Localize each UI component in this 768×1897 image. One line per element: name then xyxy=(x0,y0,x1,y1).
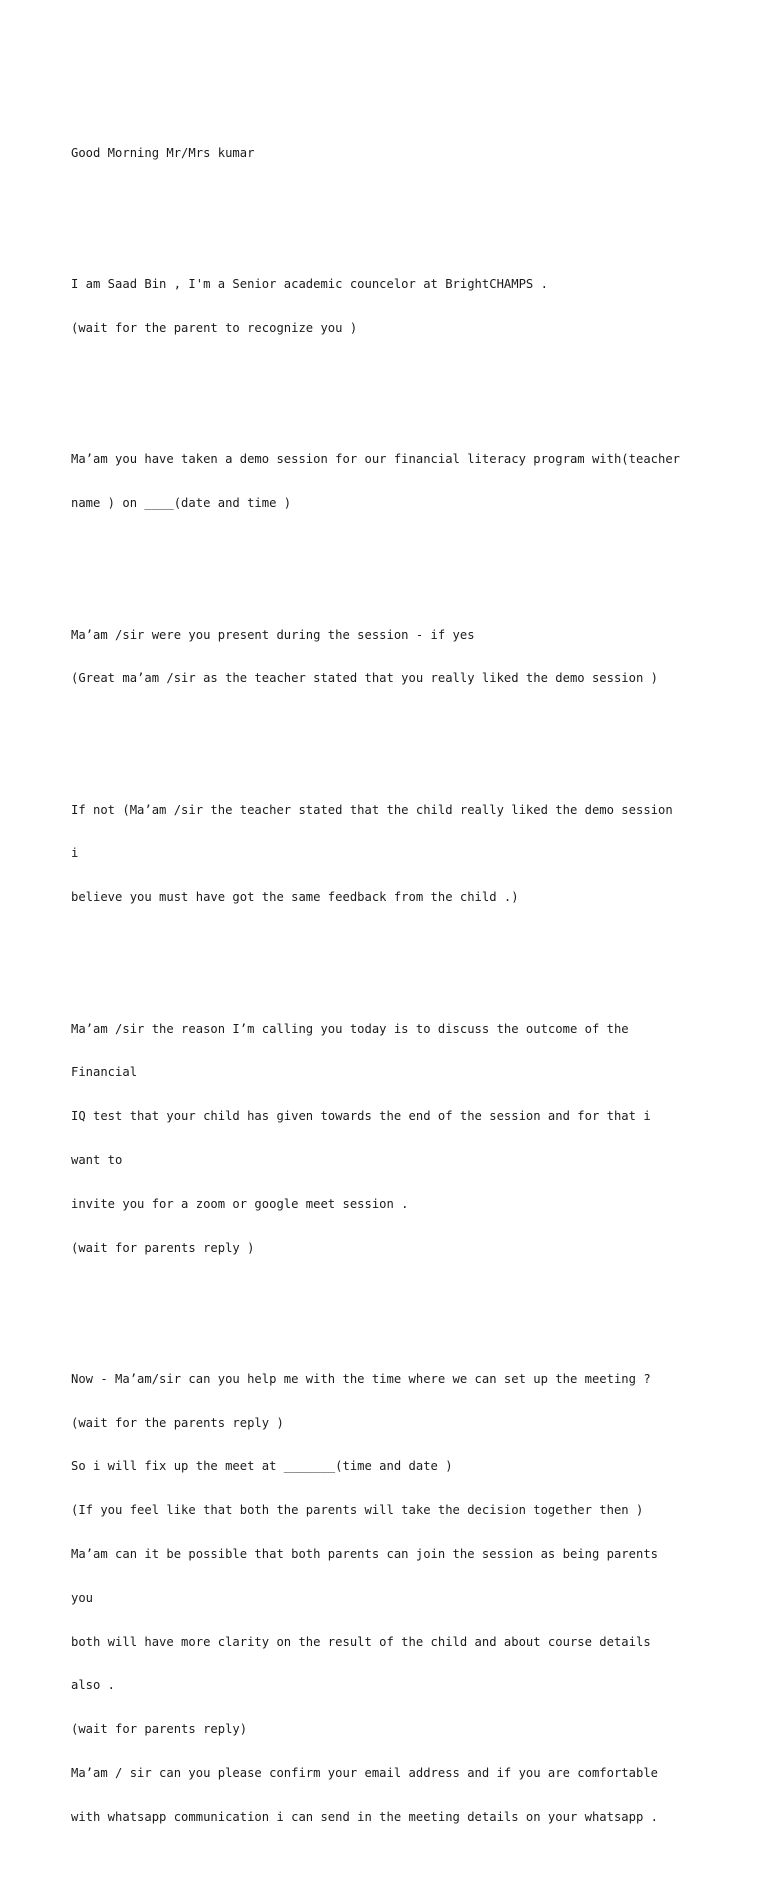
text-line: believe you must have got the same feedback from the child .) xyxy=(71,890,519,905)
script-text xyxy=(71,73,751,1897)
text-line: (wait for parents reply ) xyxy=(71,1240,255,1255)
text-line: So i will fix up the meet at _______(time and date ) xyxy=(71,1459,453,1474)
paragraph-introduction xyxy=(71,248,751,365)
text-line: name ) on ____(date and time ) xyxy=(71,496,292,511)
text-line: (wait for parents reply) xyxy=(71,1722,248,1737)
text-line: invite you for a zoom or google meet session . xyxy=(71,1196,409,1211)
text-line: Ma’am /sir were you present during the session - if yes xyxy=(71,627,475,642)
text-line: Ma’am / sir can you please confirm your email address and if you are comfortable xyxy=(71,1765,658,1780)
paragraph-presence-no xyxy=(71,774,751,935)
text-line: Now - Ma’am/sir can you help me with the time where we can set up the meeting ? xyxy=(71,1371,651,1386)
paragraph-scheduling xyxy=(71,1343,751,1854)
text-line: Ma’am can it be possible that both parents can join the session as being parents xyxy=(71,1546,658,1561)
paragraph-demo-session xyxy=(71,423,751,540)
text-line: want to xyxy=(71,1152,123,1167)
text-line: i xyxy=(71,846,79,861)
text-line: Financial xyxy=(71,1065,138,1080)
text-line: Good Morning Mr/Mrs kumar xyxy=(71,145,255,160)
text-line: both will have more clarity on the result of the child and about course details xyxy=(71,1634,651,1649)
text-line: also . xyxy=(71,1678,116,1693)
paragraph-call-reason xyxy=(71,992,751,1284)
text-line: (wait for the parent to recognize you ) xyxy=(71,321,358,336)
text-line: (Great ma’am /sir as the teacher stated that you really liked the demo session ) xyxy=(71,671,658,686)
paragraph-presence-yes xyxy=(71,598,751,715)
text-line: Ma’am /sir the reason I’m calling you today is to discuss the outcome of the xyxy=(71,1021,629,1036)
text-line: (wait for the parents reply ) xyxy=(71,1415,284,1430)
text-line: (If you feel like that both the parents will take the decision together then ) xyxy=(71,1503,644,1518)
text-line: IQ test that your child has given towards the end of the session and for that i xyxy=(71,1109,651,1124)
text-line: with whatsapp communication i can send in the meeting details on your whatsapp . xyxy=(71,1809,658,1824)
paragraph-greeting xyxy=(71,117,751,190)
text-line: If not (Ma’am /sir the teacher stated that the child really liked the demo session xyxy=(71,802,673,817)
text-line: Ma’am you have taken a demo session for our financial literacy program with(teacher xyxy=(71,452,681,467)
text-line: you xyxy=(71,1590,94,1605)
text-line: I am Saad Bin , I'm a Senior academic councelor at BrightCHAMPS . xyxy=(71,277,548,292)
